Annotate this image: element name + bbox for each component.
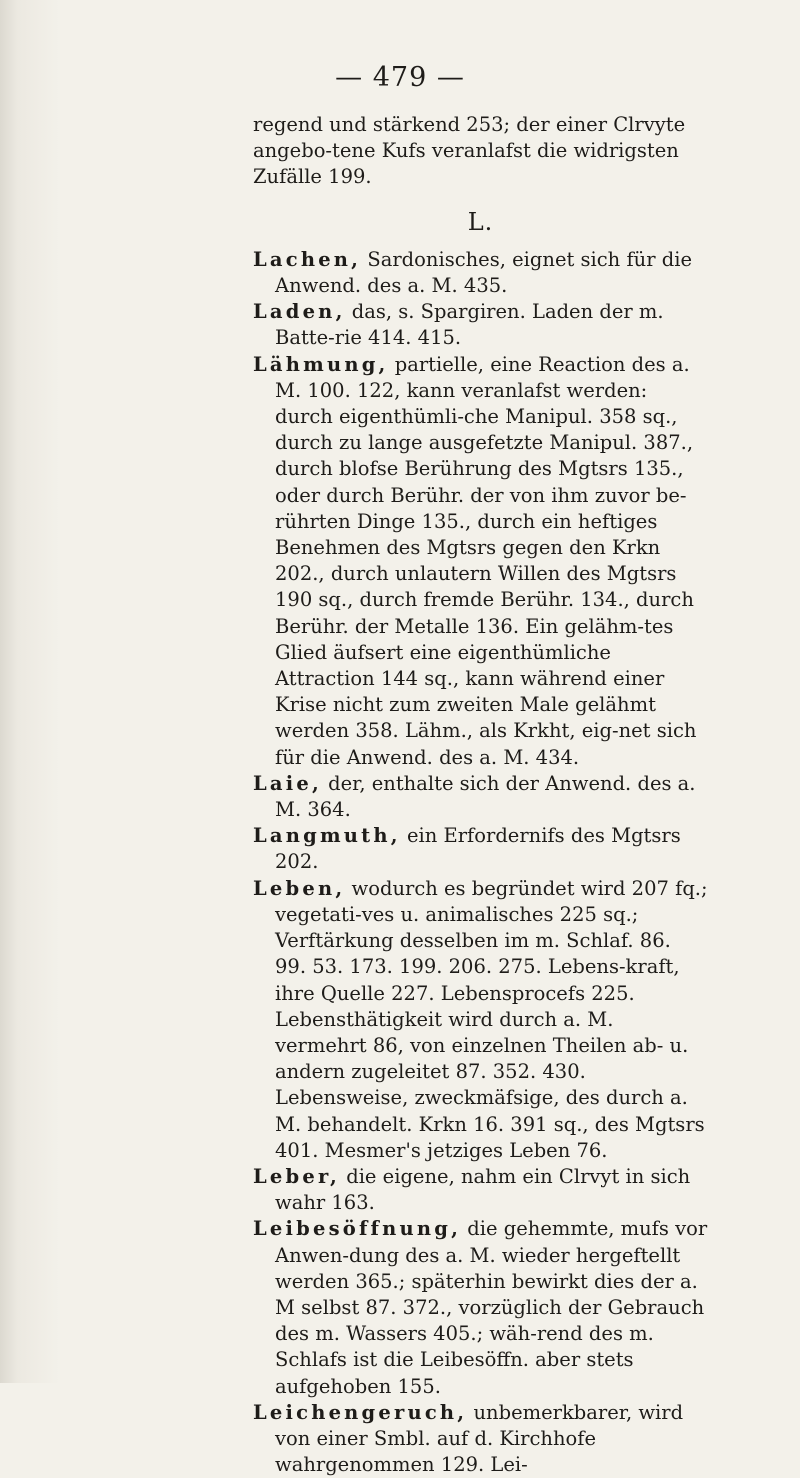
index-entry <box>253 876 708 1164</box>
index-entry <box>253 771 708 823</box>
entry-headword: Laden, <box>253 300 346 324</box>
entry-body: wodurch es begründet wird 207 fq.; vegetati-ves u. animalisches 225 sq.; Verftärkung desselben im m. Schlaf. 86. 99. 53. 173. 199. 206. 275. Lebens-kraft, ihre Quelle 227. Lebensprocefs 225. Lebensthätigkeit wird durch a. M. vermehrt 86, von einzelnen Theilen ab- u. andern zugeleitet 87. 352. 430. Lebensweise, zweckmäfsige, des durch a. M. behandelt. Krkn 16. 391 sq., des Mgtsrs 401. Mesmer's jetziges Leben 76. <box>275 876 708 1162</box>
entry-headword: Laie, <box>253 771 322 795</box>
index-text-block <box>253 112 708 1478</box>
section-letter-heading: L. <box>467 207 494 236</box>
index-entry <box>253 1400 708 1478</box>
entry-body: Sardonisches, eignet sich für die Anwend. des a. M. 435. <box>275 247 692 298</box>
entry-headword: Leben, <box>253 876 346 900</box>
entry-headword: Langmuth, <box>253 824 401 848</box>
page-number: — 479 — <box>335 62 465 93</box>
entry-body: die gehemmte, mufs vor Anwen-dung des a. M. wieder hergeftellt werden 365.; späterhin bewirkt dies der a. M selbst 87. 372., vorzüglich der Gebrauch des m. Wassers 405.; wäh-rend des m. Schlafs ist die Leibesöffn. aber stets aufgehoben 155. <box>275 1217 708 1398</box>
index-entry <box>253 299 708 351</box>
index-entry <box>253 352 708 771</box>
continuation-paragraph: regend und stärkend 253; der einer Clrvyte angebo-tene Kufs veranlafst die widrigsten Zufälle 199. <box>253 113 686 189</box>
index-entry <box>253 823 708 875</box>
index-entry <box>253 1216 708 1399</box>
entry-body: ein Erfordernifs des Mgtsrs 202. <box>275 824 681 874</box>
entry-headword: Lähmung, <box>253 352 389 376</box>
entry-headword: Leichengeruch, <box>253 1400 468 1424</box>
index-entry <box>253 247 708 299</box>
entry-headword: Leibesöffnung, <box>253 1217 462 1241</box>
entry-body: der, enthalte sich der Anwend. des a. M. 364. <box>275 771 696 822</box>
index-entry <box>253 1164 708 1216</box>
entry-body: partielle, eine Reaction des a. M. 100. 122, kann veranlafst werden: durch eigenthümli-che Manipul. 358 sq., durch zu lange ausgefetzte Manipul. 387., durch blofse Berührung des Mgtsrs 135., oder durch Berühr. der von ihm zuvor be-rührten Dinge 135., durch ein heftiges Benehmen des Mgtsrs gegen den Krkn 202., durch unlautern Willen des Mgtsrs 190 sq., durch fremde Berühr. 134., durch Berühr. der Metalle 136. Ein gelähm-tes Glied äufsert eine eigenthümliche Attraction 144 sq., kann während einer Krise nicht zum zweiten Male gelähmt werden 358. Lähm., als Krkht, eig-net sich für die Anwend. des a. M. 434. <box>275 352 697 769</box>
entry-body: die eigene, nahm ein Clrvyt in sich wahr 163. <box>275 1164 691 1215</box>
entry-headword: Lachen, <box>253 247 362 271</box>
entry-headword: Leber, <box>253 1164 341 1188</box>
entry-body: unbemerkbarer, wird von einer Smbl. auf d. Kirchhofe wahrgenommen 129. Lei- <box>275 1400 684 1477</box>
entry-body: das, s. Spargiren. Laden der m. Batte-rie 414. 415. <box>275 300 664 350</box>
